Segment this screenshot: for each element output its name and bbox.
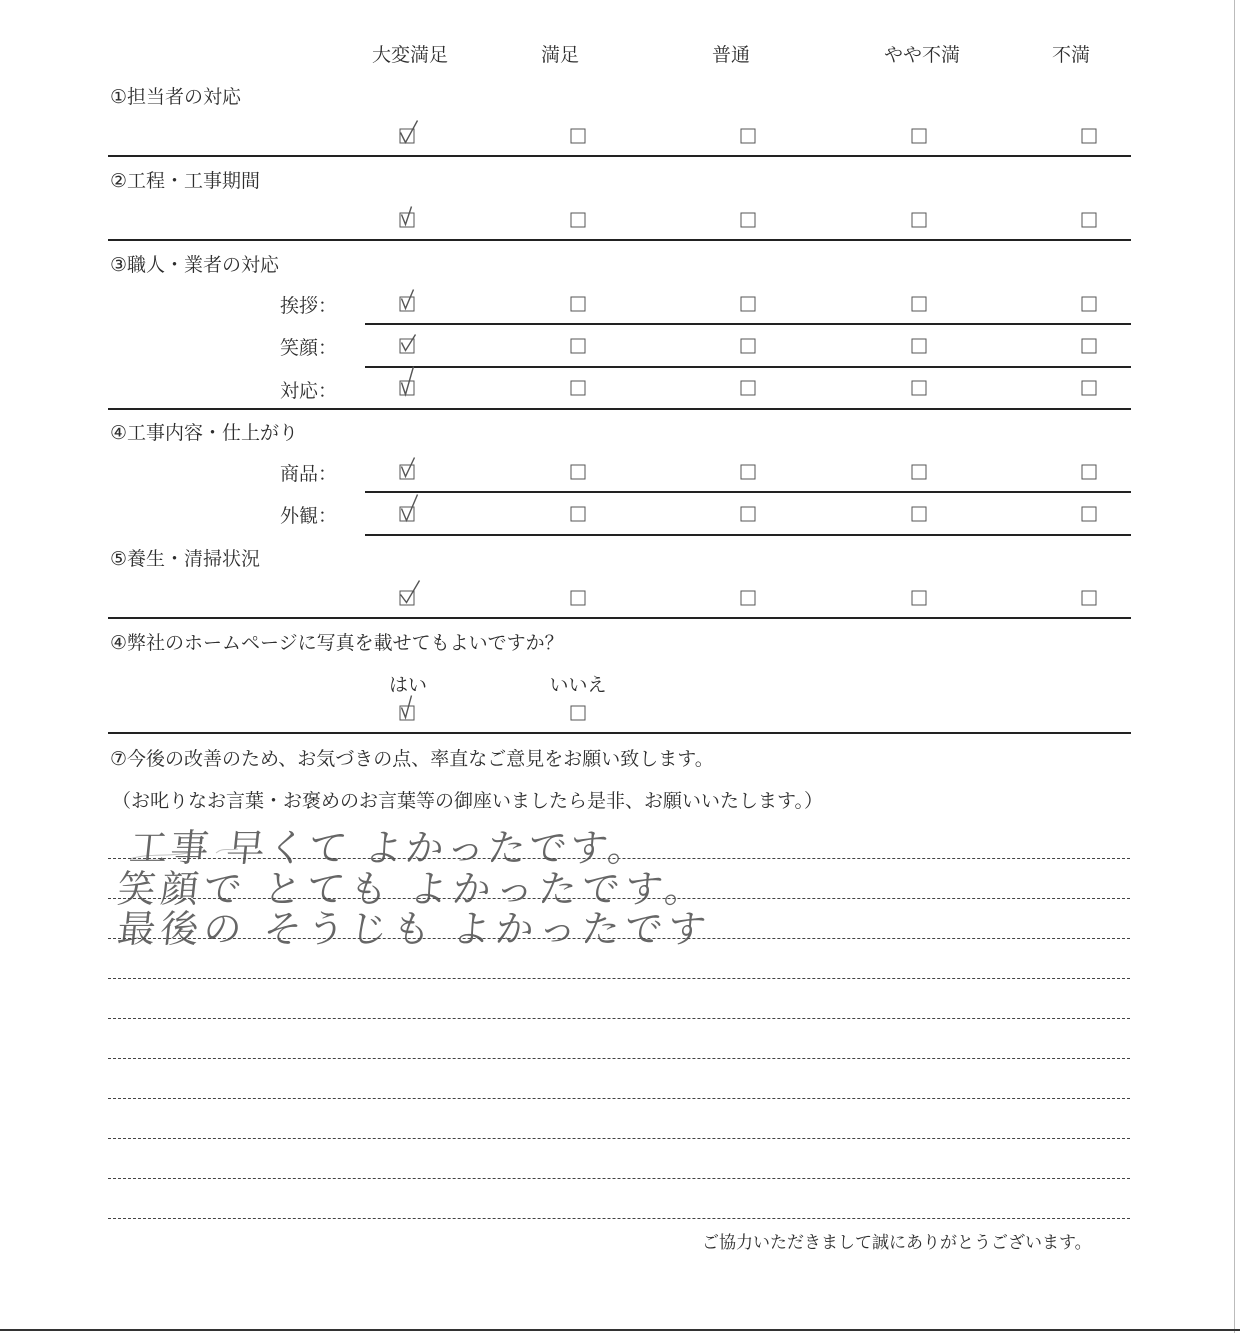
page-bottom-edge (0, 1329, 1240, 1331)
question-7-label: ⑦今後の改善のため、お気づきの点、率直なご意見をお願い致します。 (110, 748, 714, 770)
q1-checkbox-somewhat-dissatisfied[interactable] (912, 129, 927, 144)
q2-checkbox-somewhat-dissatisfied[interactable] (912, 213, 927, 228)
header-somewhat-dissatisfied: やや不満 (883, 44, 961, 66)
check-mark-icon (398, 455, 424, 483)
section-divider (108, 408, 1131, 410)
question-6-label: ④弊社のホームページに写真を載せてもよいですか？ (110, 632, 564, 654)
q6-no-label: いいえ (549, 674, 607, 696)
q4-product-label: 商品： (280, 463, 338, 485)
q5-checkbox-very-satisfied[interactable] (400, 591, 415, 606)
q3-smile-checkbox-very-satisfied[interactable] (400, 339, 415, 354)
page-edge (1234, 0, 1235, 1333)
q5-checkbox-neutral[interactable] (741, 591, 756, 606)
q6-no-checkbox[interactable] (571, 706, 586, 721)
comment-line (108, 938, 1130, 939)
q3-greeting-label: 挨拶： (280, 295, 338, 317)
comment-line (108, 898, 1130, 899)
comment-line (108, 1018, 1130, 1019)
q3-response-checkbox-somewhat-dissatisfied[interactable] (912, 381, 927, 396)
check-mark-icon (398, 696, 424, 724)
q3-greeting-checkbox-dissatisfied[interactable] (1082, 297, 1097, 312)
header-neutral: 普通 (711, 44, 751, 66)
q3-response-checkbox-very-satisfied[interactable] (400, 381, 415, 396)
q4-product-checkbox-satisfied[interactable] (571, 465, 586, 480)
q4-appearance-label: 外観： (280, 505, 338, 527)
check-mark-icon (398, 329, 424, 357)
row-divider (365, 534, 1131, 536)
comment-line (108, 1058, 1130, 1059)
q2-checkbox-satisfied[interactable] (571, 213, 586, 228)
comment-line (108, 978, 1130, 979)
q1-checkbox-satisfied[interactable] (571, 129, 586, 144)
q3-response-label: 対応： (280, 380, 338, 402)
check-mark-icon (398, 371, 424, 399)
q7-note: （お叱りなお言葉・お褒めのお言葉等の御座いましたら是非、お願いいたします。） (112, 790, 823, 812)
question-5-label: ⑤養生・清掃状況 (110, 548, 261, 570)
check-mark-icon (398, 497, 424, 525)
check-mark-icon (398, 287, 424, 315)
q4-appearance-checkbox-satisfied[interactable] (571, 507, 586, 522)
header-dissatisfied: 不満 (1051, 44, 1091, 66)
q4-product-checkbox-neutral[interactable] (741, 465, 756, 480)
section-divider (108, 239, 1131, 241)
header-satisfied: 満足 (540, 44, 580, 66)
q5-checkbox-dissatisfied[interactable] (1082, 591, 1097, 606)
handwritten-text-2: 笑顔で とても よかったです。 (115, 867, 711, 911)
q3-greeting-checkbox-somewhat-dissatisfied[interactable] (912, 297, 927, 312)
header-very-satisfied: 大変満足 (371, 44, 449, 66)
q4-appearance-checkbox-neutral[interactable] (741, 507, 756, 522)
check-mark-icon (398, 581, 424, 609)
section-divider (108, 732, 1131, 734)
question-1-label: ①担当者の対応 (110, 86, 242, 108)
q3-smile-checkbox-neutral[interactable] (741, 339, 756, 354)
q2-checkbox-very-satisfied[interactable] (400, 213, 415, 228)
q3-smile-checkbox-somewhat-dissatisfied[interactable] (912, 339, 927, 354)
q3-response-checkbox-neutral[interactable] (741, 381, 756, 396)
q1-checkbox-dissatisfied[interactable] (1082, 129, 1097, 144)
q3-greeting-checkbox-satisfied[interactable] (571, 297, 586, 312)
q4-product-checkbox-dissatisfied[interactable] (1082, 465, 1097, 480)
q4-product-checkbox-somewhat-dissatisfied[interactable] (912, 465, 927, 480)
q4-appearance-checkbox-dissatisfied[interactable] (1082, 507, 1097, 522)
check-mark-icon (398, 119, 424, 147)
q6-yes-checkbox[interactable] (400, 706, 415, 721)
q5-checkbox-satisfied[interactable] (571, 591, 586, 606)
q3-smile-checkbox-dissatisfied[interactable] (1082, 339, 1097, 354)
check-mark-icon (398, 203, 424, 231)
q3-greeting-checkbox-very-satisfied[interactable] (400, 297, 415, 312)
comment-line (108, 1178, 1130, 1179)
handwritten-text-3: 最後の そうじも よかったです (115, 907, 714, 951)
q1-checkbox-very-satisfied[interactable] (400, 129, 415, 144)
q5-checkbox-somewhat-dissatisfied[interactable] (912, 591, 927, 606)
handwritten-text-1: 工事 早くて よかったです。 (127, 826, 652, 870)
section-divider (108, 155, 1131, 157)
comment-line (108, 1218, 1130, 1219)
comment-line (108, 858, 1130, 859)
q3-smile-checkbox-satisfied[interactable] (571, 339, 586, 354)
q4-appearance-checkbox-very-satisfied[interactable] (400, 507, 415, 522)
comment-line (108, 1098, 1130, 1099)
q6-yes-label: はい (388, 674, 428, 696)
q3-response-checkbox-dissatisfied[interactable] (1082, 381, 1097, 396)
q4-product-checkbox-very-satisfied[interactable] (400, 465, 415, 480)
q3-greeting-checkbox-neutral[interactable] (741, 297, 756, 312)
row-divider (365, 323, 1131, 325)
footer-thanks: ご協力いただきまして誠にありがとうございます。 (702, 1233, 1092, 1253)
q2-checkbox-neutral[interactable] (741, 213, 756, 228)
question-3-label: ③職人・業者の対応 (110, 254, 280, 276)
q3-response-checkbox-satisfied[interactable] (571, 381, 586, 396)
question-2-label: ②工程・工事期間 (110, 170, 261, 192)
section-divider (108, 617, 1131, 619)
q1-checkbox-neutral[interactable] (741, 129, 756, 144)
q2-checkbox-dissatisfied[interactable] (1082, 213, 1097, 228)
comment-line (108, 1138, 1130, 1139)
question-4-label: ④工事内容・仕上がり (110, 422, 299, 444)
q4-appearance-checkbox-somewhat-dissatisfied[interactable] (912, 507, 927, 522)
row-divider (365, 491, 1131, 493)
q3-smile-label: 笑顔： (280, 337, 338, 359)
row-divider (365, 366, 1131, 368)
